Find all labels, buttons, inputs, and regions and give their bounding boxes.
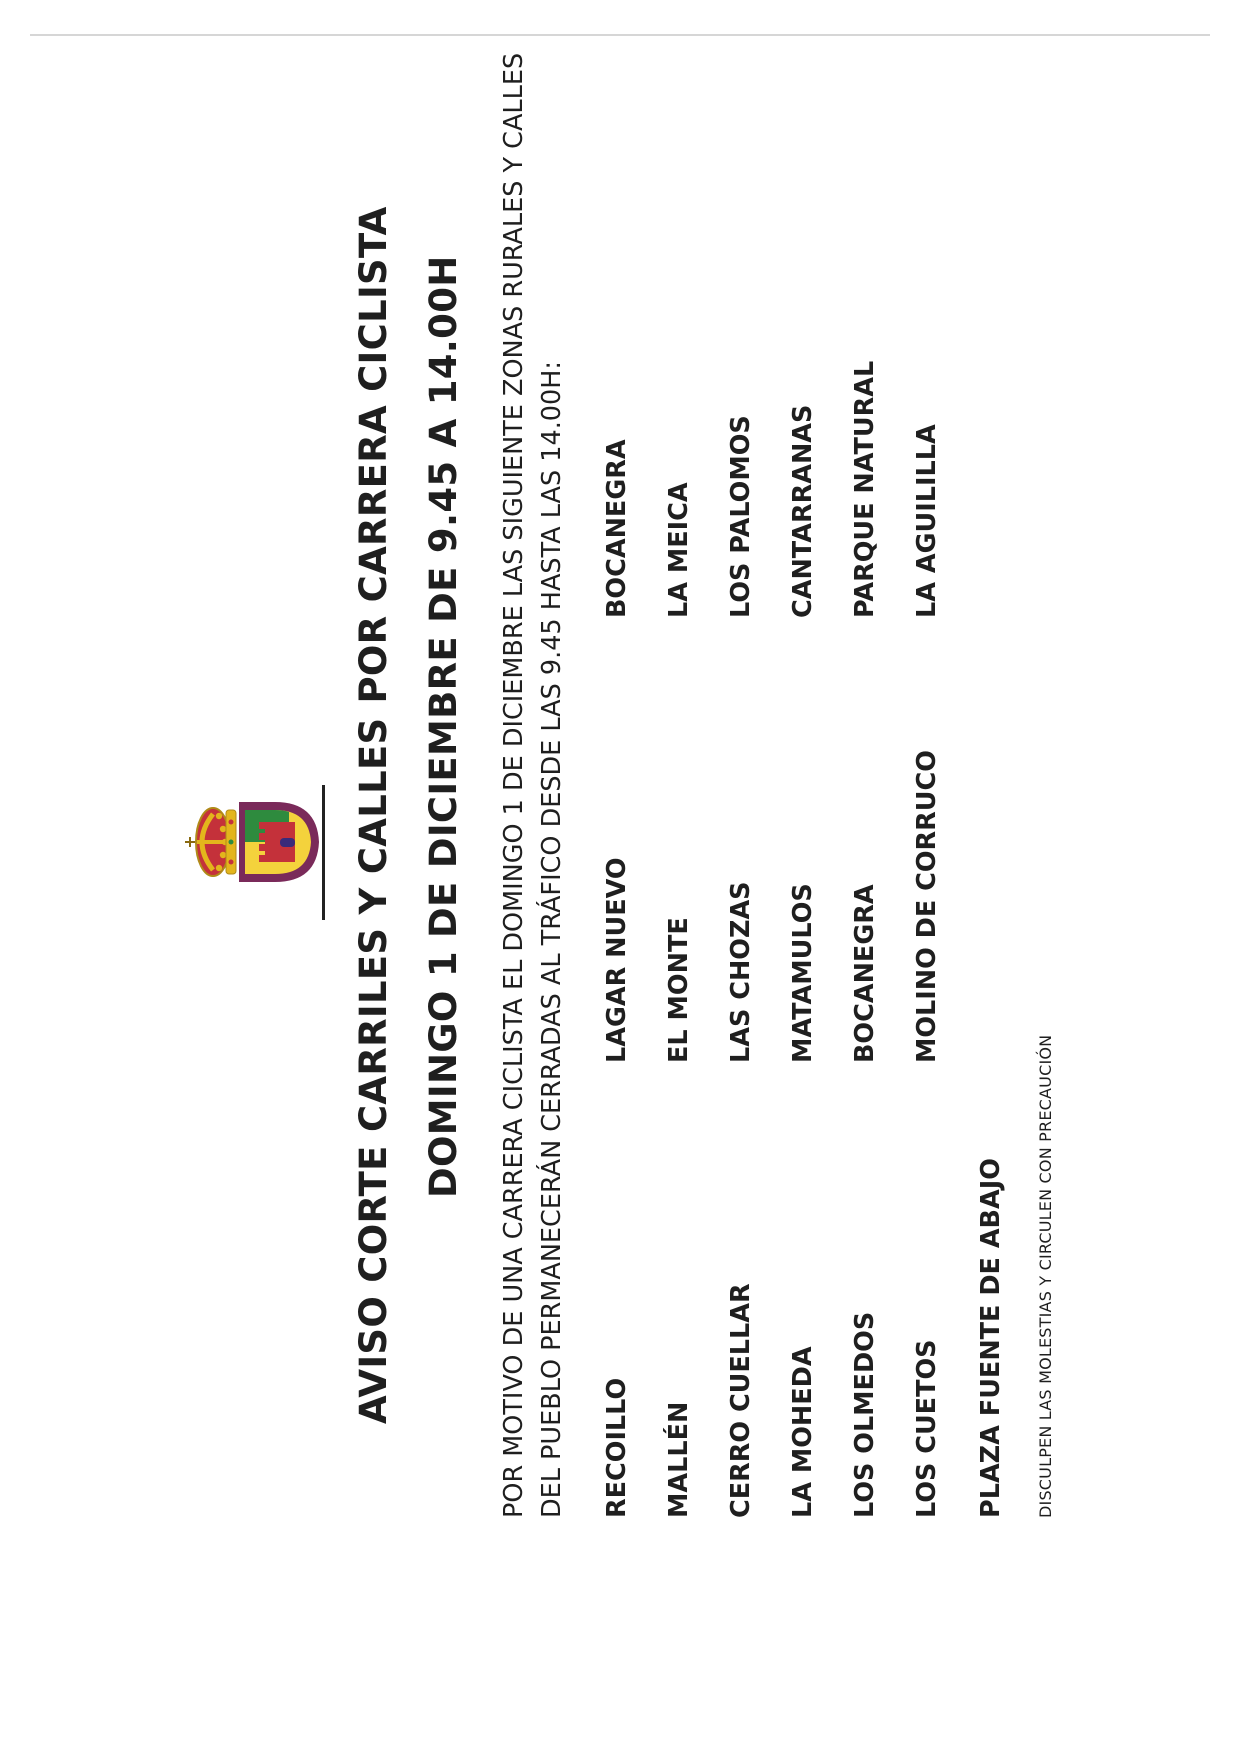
- street-item: CERRO CUELLAR: [726, 1283, 756, 1518]
- crown-icon: [185, 808, 236, 876]
- street-item: PLAZA FUENTE DE ABAJO: [976, 1158, 1006, 1518]
- street-item: LA MEICA: [664, 482, 694, 618]
- title-part-1: AVISO CORTE CARRILES Y CALLES: [352, 717, 395, 1424]
- street-item: MALLÉN: [664, 1401, 694, 1518]
- footer-note: DISCULPEN LAS MOLESTIAS Y CIRCULEN CON PRECAUCIÓN: [1036, 1034, 1055, 1518]
- street-item: LOS OLMEDOS: [850, 1311, 880, 1518]
- street-item: LOS PALOMOS: [726, 415, 756, 618]
- street-item: MOLINO DE CORRUCO: [912, 750, 942, 1063]
- intro-line: POR MOTIVO DE UNA CARRERA CICLISTA EL DOMINGO 1 DE DICIEMBRE LAS SIGUIENTE ZONAS RURALES Y CALLES: [499, 52, 529, 1518]
- street-item: BOCANEGRA: [850, 884, 880, 1063]
- notice-title: [352, 206, 395, 1424]
- street-item: BOCANEGRA: [602, 439, 632, 618]
- street-item: LAGAR NUEVO: [602, 857, 632, 1063]
- coat-of-arms-icon: [183, 779, 323, 904]
- notice-subtitle: DOMINGO 1 DE DICIEMBRE DE 9.45 A 14.00H: [422, 255, 465, 1198]
- street-item: CANTARRANAS: [788, 404, 818, 618]
- scan-edge: [30, 34, 1210, 36]
- shield-icon: [239, 802, 319, 882]
- street-item: LOS CUETOS: [912, 1339, 942, 1518]
- street-item: RECOILLO: [602, 1377, 632, 1518]
- street-item: PARQUE NATURAL: [850, 360, 880, 618]
- title-part-2: POR CARRERA CICLISTA: [352, 206, 395, 704]
- street-item: LAS CHOZAS: [726, 881, 756, 1063]
- street-item: MATAMULOS: [788, 883, 818, 1063]
- intro-paragraph: [495, 53, 571, 1518]
- header-divider: [322, 785, 325, 920]
- street-item: LA AGUILILLA: [912, 424, 942, 618]
- street-item: LA MOHEDA: [788, 1346, 818, 1518]
- street-item: EL MONTE: [664, 917, 694, 1063]
- intro-line: DEL PUEBLO PERMANECERÁN CERRADAS AL TRÁFICO DESDE LAS 9.45 HASTA LAS 14.00H:: [537, 360, 567, 1518]
